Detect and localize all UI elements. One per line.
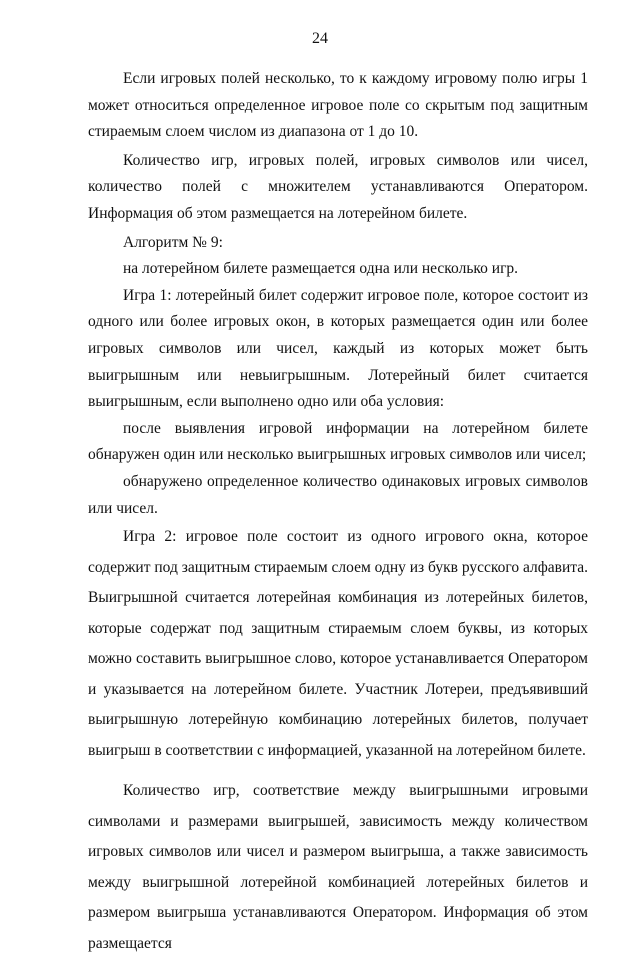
page-number: 24 <box>312 30 328 47</box>
algorithm-heading: Алгоритм № 9: <box>123 233 223 251</box>
paragraph-game-2: Игра 2: игровое поле состоит из одного игрового окна, которое содержит под защитным стираемым слоем одну из букв русского алфавита. Выигрышной считается лотерейная комбинация из лотерейных билетов, которые содержат под защитным стираемым слоем буквы, из которых можно составить выигрышное слово, которое устанавливается Оператором и указывается на лотерейном билете. Участник Лотереи, предъявивший выигрышную лотерейную комбинацию лотерейных билетов, получает выигрыш в соответствии с информацией, указанной на лотерейном билете. <box>88 528 588 759</box>
paragraph-condition-2: обнаружено определенное количество одинаковых игровых символов или чисел. <box>88 472 588 517</box>
document-body <box>88 66 588 959</box>
paragraph-multiple-game-fields: Если игровых полей несколько, то к каждому игровому полю игры 1 может относиться определенное игровое поле со скрытым под защитным стираемым слоем числом из диапазона от 1 до 10. <box>88 70 588 141</box>
paragraph-condition-1: после выявления игровой информации на лотерейном билете обнаружен один или несколько выигрышных игровых символов или чисел; <box>88 419 588 464</box>
paragraph-game-1: Игра 1: лотерейный билет содержит игровое поле, которое состоит из одного или более игровых окон, в которых размещается один или более игровых символов или чисел, каждый из которых может быть выигрышным или невыигрышным. Лотерейный билет считается выигрышным, если выполнено одно или оба условия: <box>88 286 588 411</box>
paragraph-games-on-ticket: на лотерейном билете размещается одна или несколько игр. <box>123 260 519 278</box>
paragraph-operator-settings: Количество игр, игровых полей, игровых символов или чисел, количество полей с множителем устанавливаются Оператором. Информация об этом размещается на лотерейном билете. <box>88 151 588 222</box>
paragraph-prize-dependency: Количество игр, соответствие между выигрышными игровыми символами и размерами выигрышей, зависимость между количеством игровых символов или чисел и размером выигрыша, а также зависимость между выигрышной лотерейной комбинацией лотерейных билетов и размером выигрыша устанавливаются Оператором. Информация об этом размещается <box>88 782 588 952</box>
